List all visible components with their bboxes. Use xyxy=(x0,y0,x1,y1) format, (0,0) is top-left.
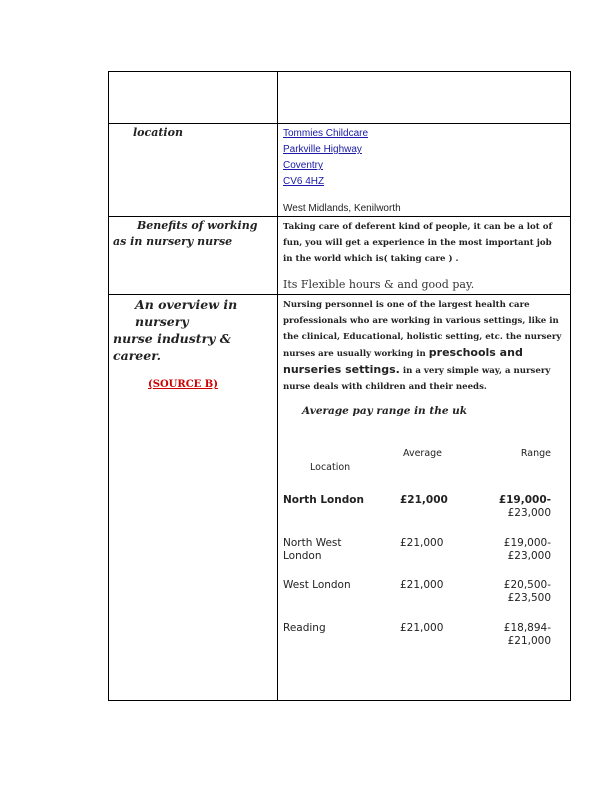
nursing-overview-text xyxy=(278,295,570,395)
nursing-text-emphasis: preschools and nurseries settings. xyxy=(283,346,523,376)
pay-row-4-range xyxy=(478,622,551,648)
overview-row xyxy=(109,295,571,701)
benefits-row xyxy=(109,217,571,295)
pay-header-range: Range xyxy=(520,448,551,459)
empty-header-row xyxy=(109,72,571,124)
pay-row-4-range-line-2: £21,000 xyxy=(507,635,551,647)
info-table xyxy=(108,71,571,701)
flexible-hours-text: Its Flexible hours & and good pay. xyxy=(283,278,475,291)
pay-header-average: Average xyxy=(403,448,443,459)
location-row xyxy=(109,124,571,217)
benefits-value-cell xyxy=(278,217,571,295)
pay-row-2-average: £21,000 xyxy=(400,537,444,549)
pay-row-3-range xyxy=(478,579,551,605)
pay-row-4-range-line-1: £18,894- xyxy=(503,622,551,634)
nursing-text-part-1: Nursing personnel is one of the largest health care professionals who are working in various settings, like in the clinical, Educational, holistic setting, etc. the nursery nurses are usually working in xyxy=(283,300,562,359)
pay-row-2-range-line-2: £23,000 xyxy=(507,550,551,562)
region-text: West Midlands, Kenilworth xyxy=(283,203,401,214)
empty-cell-left xyxy=(109,72,278,124)
pay-row-2-range xyxy=(478,537,551,563)
pay-row-3-range-line-2: £23,500 xyxy=(507,592,551,604)
pay-row-3-location: West London xyxy=(283,579,351,591)
pay-row-2-location: North West London xyxy=(283,537,342,562)
location-value-cell xyxy=(278,124,571,217)
pay-row-3-range-line-1: £20,500- xyxy=(503,579,551,591)
overview-label-cell xyxy=(109,295,278,701)
address-line-4-link[interactable]: CV6 4HZ xyxy=(283,176,325,187)
address-line-2-link[interactable]: Parkville Highway xyxy=(283,144,362,155)
overview-title-line-2: nurse industry & career. xyxy=(113,331,232,363)
address-line-1-link[interactable]: Tommies Childcare xyxy=(283,128,369,139)
source-b-label: (SOURCE B) xyxy=(148,379,218,390)
pay-row-1-range-line-1: £19,000- xyxy=(498,494,551,506)
overview-title xyxy=(109,295,277,364)
overview-value-cell xyxy=(278,295,571,701)
pay-row-3-average: £21,000 xyxy=(400,579,444,591)
pay-row-1-range xyxy=(478,494,551,520)
benefits-label-cell xyxy=(109,217,278,295)
pay-range-title: Average pay range in the uk xyxy=(302,405,468,417)
pay-header-location: Location xyxy=(310,462,351,473)
location-label-cell xyxy=(109,124,278,217)
address-line-3-link[interactable]: Coventry xyxy=(283,160,324,171)
benefits-text: Taking care of deferent kind of people, it can be a lot of fun, you will get a experience in the most important job in the world which is( taking care ) . xyxy=(283,222,553,264)
pay-row-2-range-line-1: £19,000- xyxy=(503,537,551,549)
address-links xyxy=(278,124,570,190)
pay-row-1-location: North London xyxy=(283,494,364,506)
pay-row-4-average: £21,000 xyxy=(400,622,444,634)
empty-cell-right xyxy=(278,72,571,124)
pay-row-1-average: £21,000 xyxy=(400,494,448,506)
pay-row-4-location: Reading xyxy=(283,622,326,634)
overview-title-line-1: An overview in nursery xyxy=(135,297,238,329)
nursing-text-part-2: in a very simple way, a nursery nurse deals with children and their needs. xyxy=(283,366,551,392)
benefits-label: Benefits of working as in nursery nurse xyxy=(113,219,258,248)
location-label: location xyxy=(133,126,183,139)
pay-row-1-range-line-2: £23,000 xyxy=(507,507,551,519)
